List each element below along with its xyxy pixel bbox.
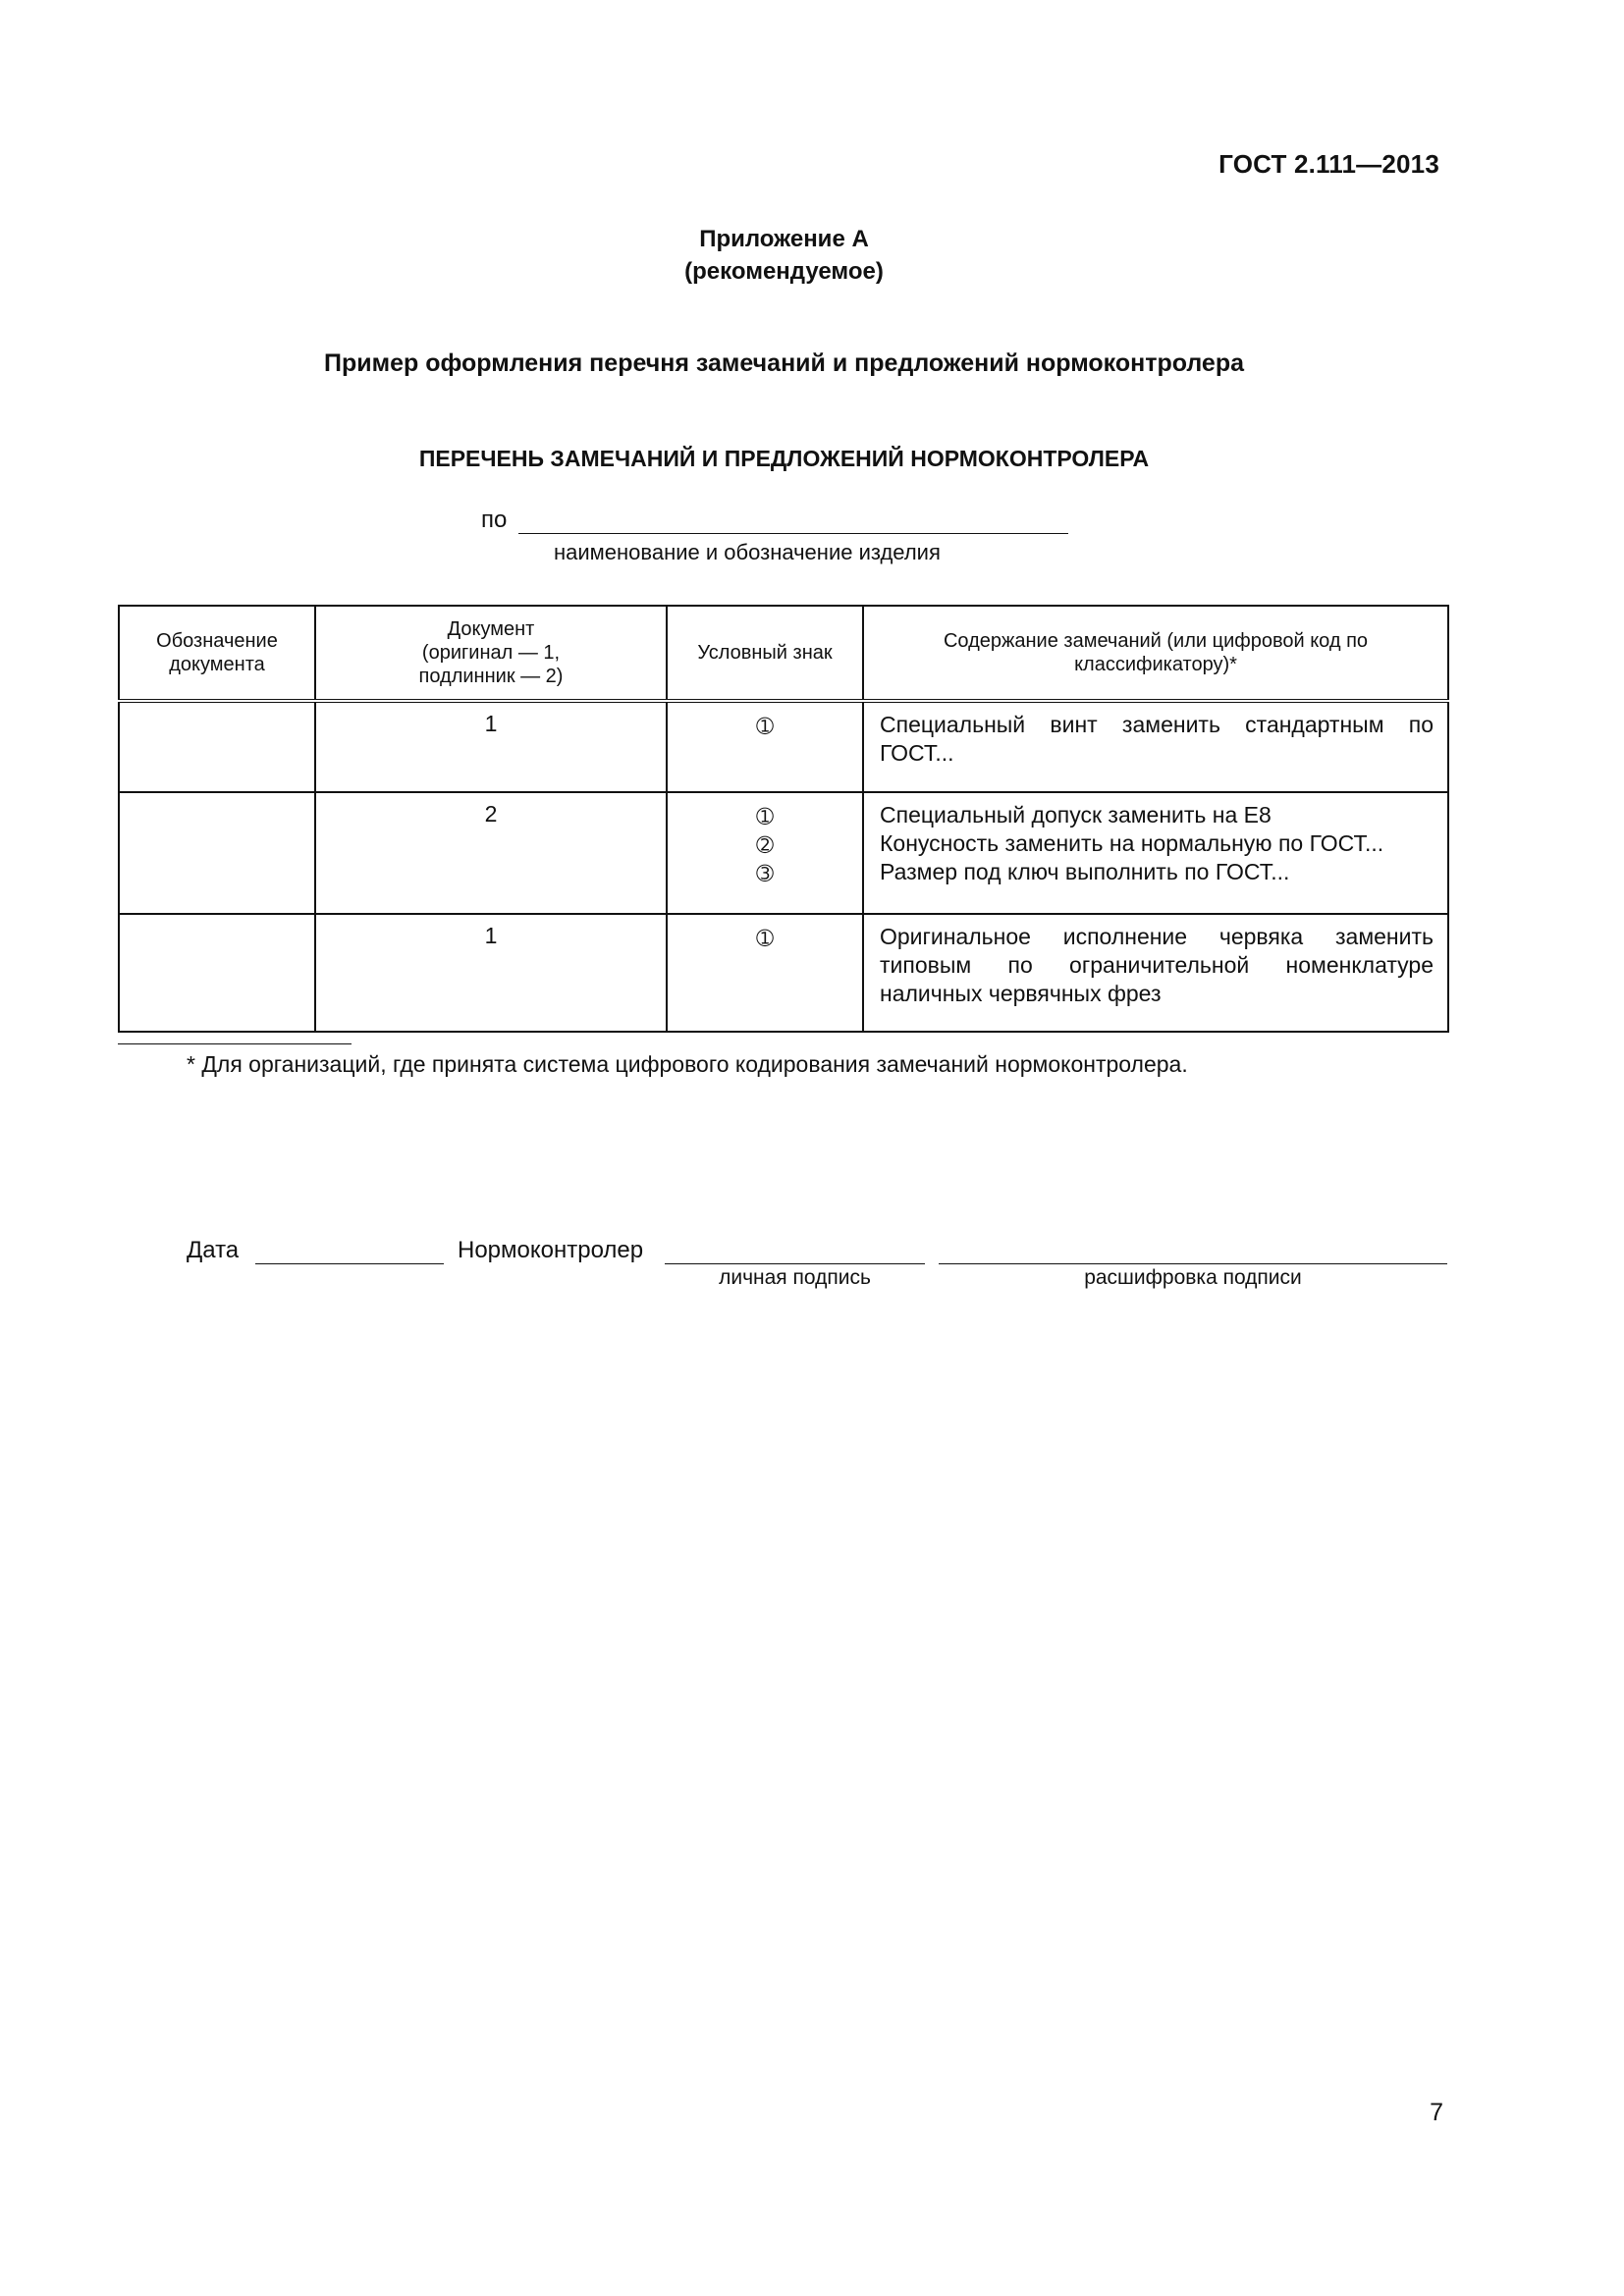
date-blank: [255, 1262, 444, 1264]
cell-content: Оригинальное исполнение червяка заменить типовым по ограничительной номенклатуре наличных червячных фрез: [863, 914, 1448, 1032]
footnote-divider: [118, 1043, 352, 1044]
table-row: [119, 914, 1448, 1032]
table-row: [119, 701, 1448, 792]
date-label: Дата: [187, 1237, 240, 1263]
remark-symbol: ➀: [756, 716, 774, 738]
header-content: Содержание замечаний (или цифровой код по классификатору)*: [863, 606, 1448, 701]
header-designation: Обозначение документа: [119, 606, 315, 701]
signature-hint: личная подпись: [719, 1266, 871, 1289]
decoding-blank: [939, 1262, 1447, 1264]
remark-symbol: ➁: [756, 834, 774, 857]
standard-code: ГОСТ 2.111—2013: [1218, 149, 1439, 179]
cell-document: 1: [315, 701, 667, 792]
form-caption: ПЕРЕЧЕНЬ ЗАМЕЧАНИЙ И ПРЕДЛОЖЕНИЙ НОРМОКОНТРОЛЕРА: [418, 446, 1150, 471]
remarks-table: [118, 605, 1449, 1033]
remark-symbol: ➀: [756, 928, 774, 950]
table-row: [119, 792, 1448, 914]
cell-designation: [119, 792, 315, 914]
remark-symbol: ➀: [756, 806, 774, 828]
header-symbol: Условный знак: [667, 606, 863, 701]
table-header-row: [119, 606, 1448, 701]
product-name-blank: [518, 507, 1068, 534]
cell-designation: [119, 914, 315, 1032]
product-line: [481, 507, 1068, 534]
controller-label: Нормоконтролер: [458, 1237, 644, 1263]
cell-symbol: [667, 701, 863, 792]
cell-content: Специальный допуск заменить на Е8 Конусность заменить на нормальную по ГОСТ... Размер под ключ выполнить по ГОСТ...: [863, 792, 1448, 914]
cell-content: Специальный винт заменить стандартным по ГОСТ...: [863, 701, 1448, 792]
product-line-hint: наименование и обозначение изделия: [554, 540, 941, 564]
signature-block: [187, 1237, 1453, 1296]
product-line-prefix: по: [481, 507, 508, 533]
cell-symbol: [667, 914, 863, 1032]
cell-symbol: [667, 792, 863, 914]
signature-blank: [665, 1262, 925, 1264]
page-number: 7: [1430, 2099, 1443, 2126]
appendix-status: (рекомендуемое): [684, 258, 884, 285]
cell-document: 1: [315, 914, 667, 1032]
cell-designation: [119, 701, 315, 792]
footnote: * Для организаций, где принята система цифрового кодирования замечаний нормоконтролера.: [187, 1051, 1188, 1077]
remark-symbol: ➂: [756, 863, 774, 885]
decoding-hint: расшифровка подписи: [1084, 1266, 1302, 1289]
cell-document: 2: [315, 792, 667, 914]
header-document: Документ (оригинал — 1, подлинник — 2): [315, 606, 667, 701]
section-subtitle: Пример оформления перечня замечаний и предложений нормоконтролера: [323, 349, 1244, 377]
appendix-title: Приложение А: [699, 226, 869, 252]
